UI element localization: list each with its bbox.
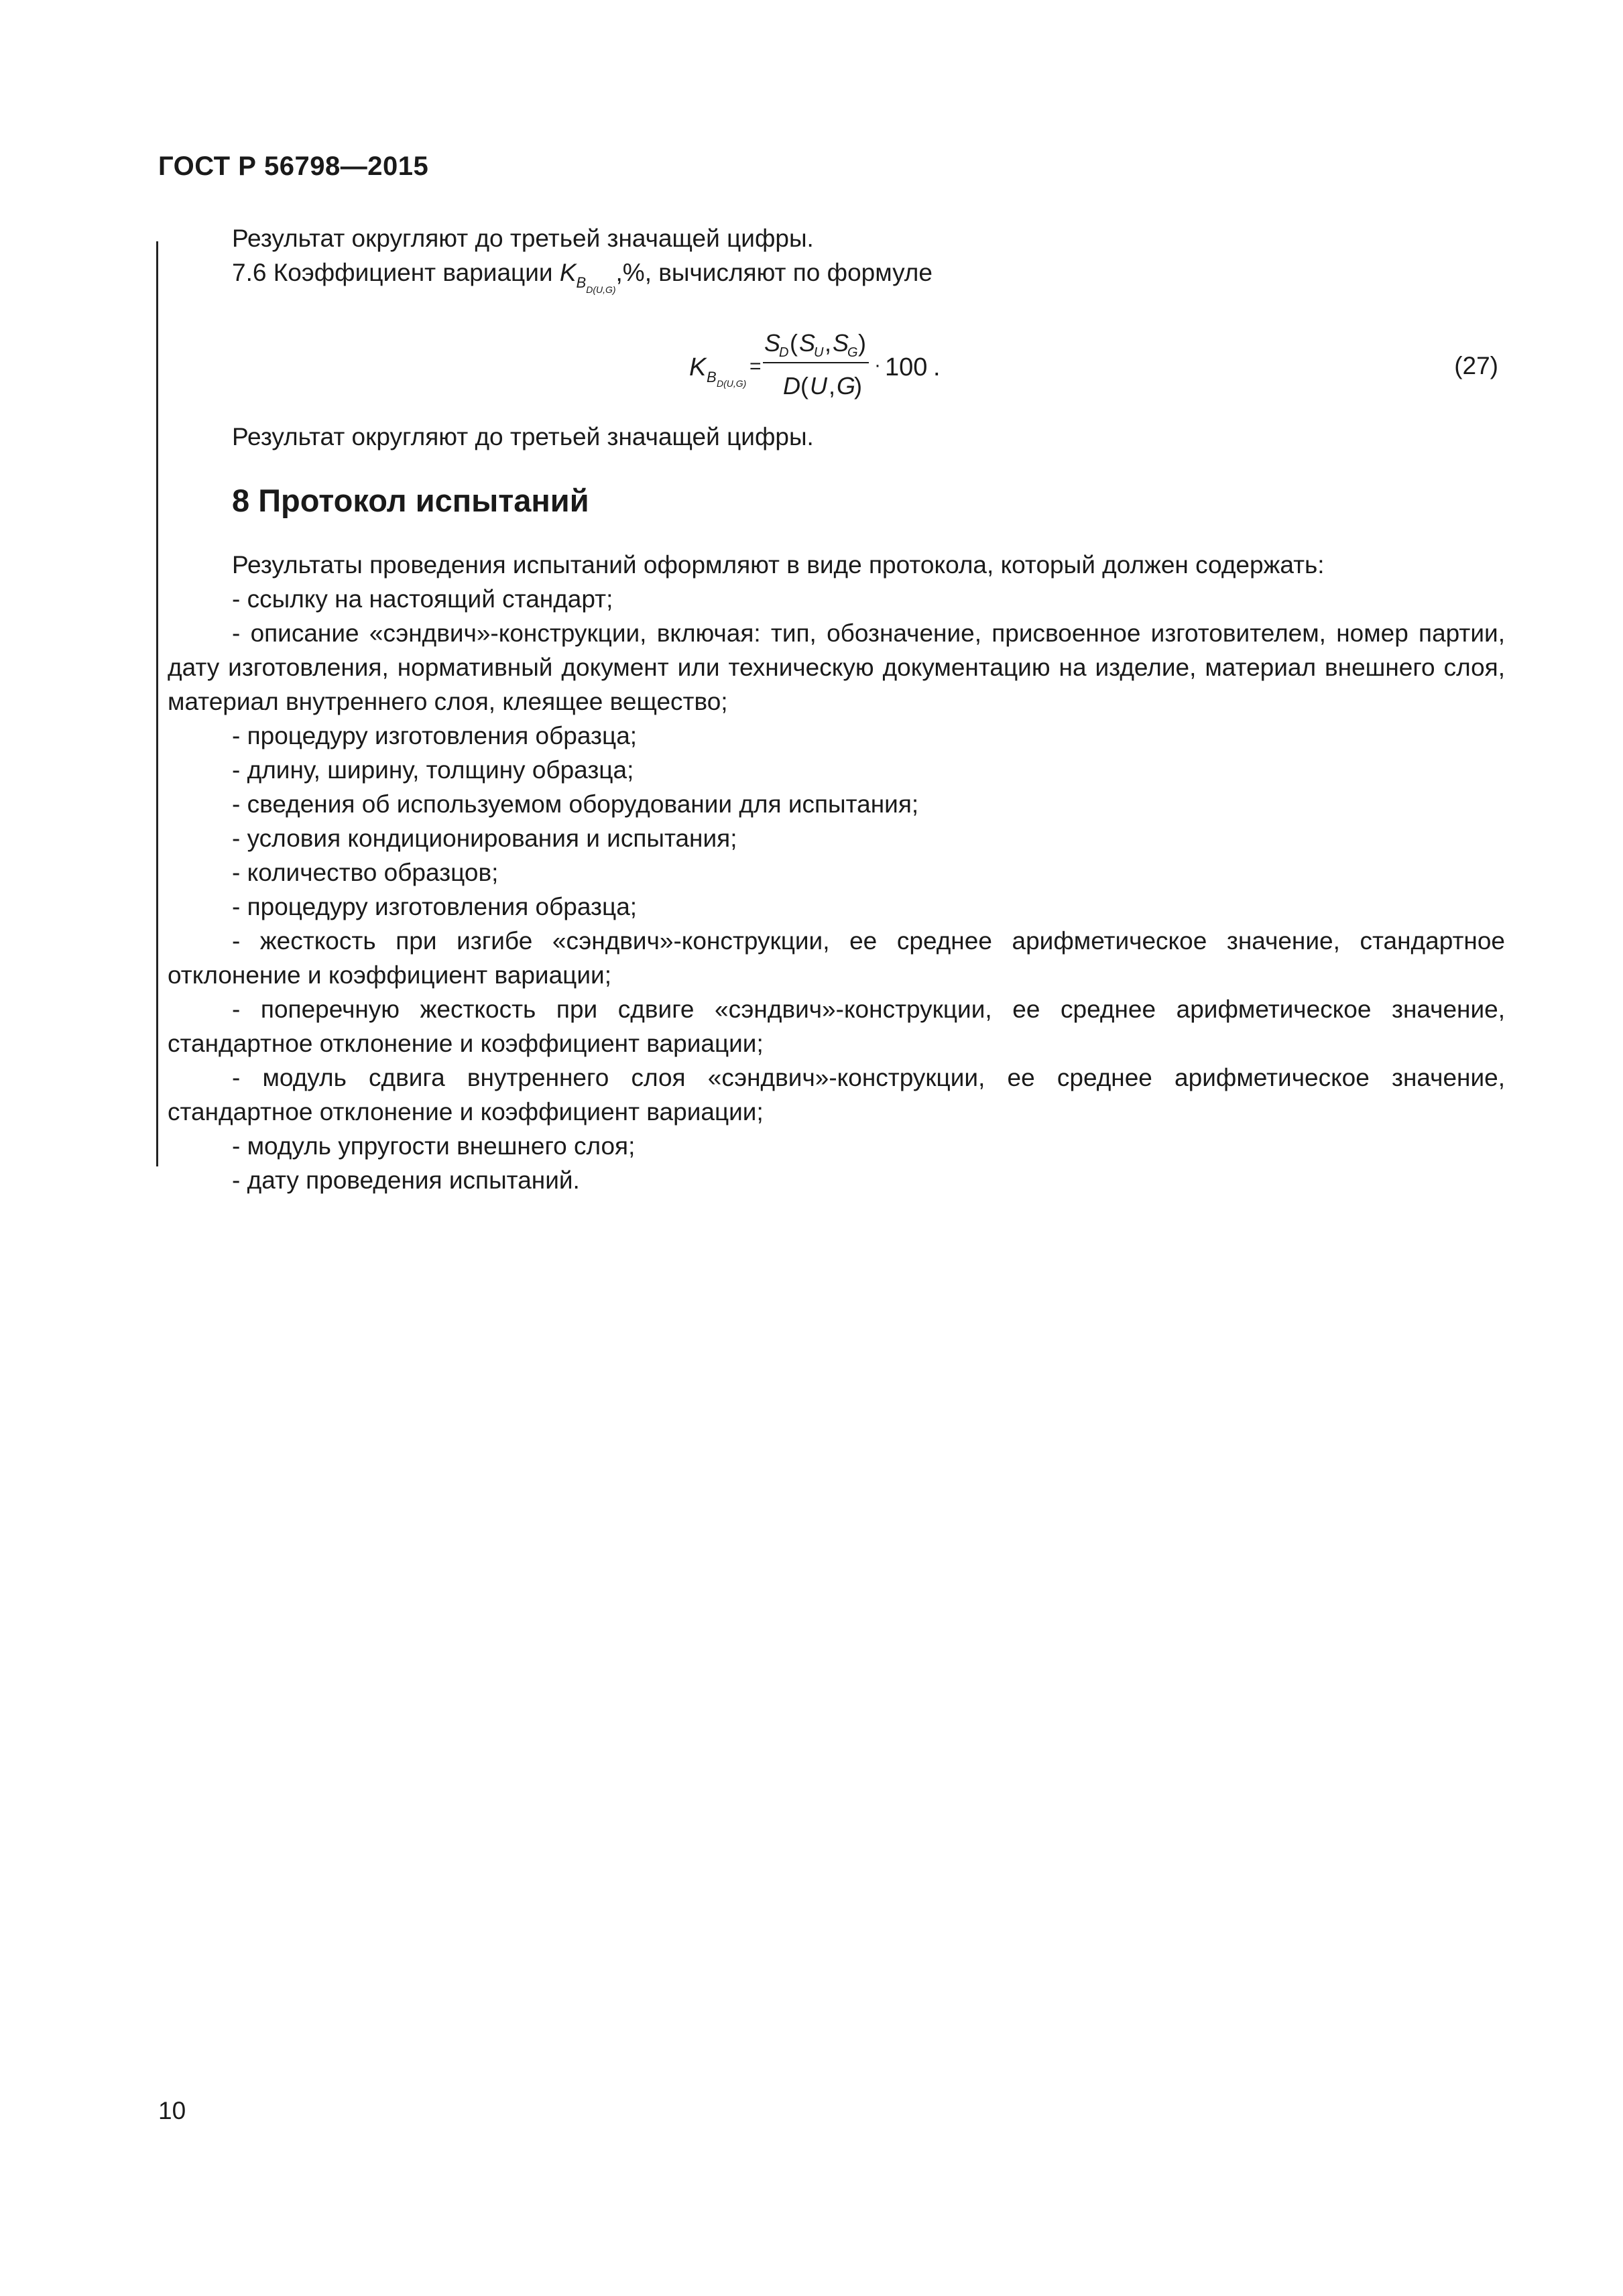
svg-text:.: .: [933, 353, 941, 381]
svg-text:100: 100: [885, 353, 928, 381]
svg-text:,: ,: [825, 329, 832, 357]
svg-text:D(U,G): D(U,G): [717, 378, 747, 389]
svg-text:G: G: [837, 372, 856, 400]
list-item: - условия кондиционирования и испытания;: [232, 825, 737, 852]
clause-7-6: [168, 255, 1505, 307]
svg-text:D: D: [783, 372, 800, 400]
svg-text:): ): [858, 329, 866, 357]
list-item: - ссылку на настоящий стандарт;: [232, 585, 613, 613]
svg-text:(: (: [800, 372, 808, 400]
list-item: - сведения об используемом оборудовании для испытания;: [232, 790, 919, 818]
list-item: - описание «сэндвич»-конструкции, включая: тип, обозначение, присвоенное изготовителем, номер партии, дату изготовления, нормативный документ или техническую документацию на изделие, материал внешнего слоя, материал внутреннего слоя, клеящее вещество;: [168, 619, 1505, 715]
formula-graphic: [689, 320, 1065, 414]
protocol-intro: Результаты проведения испытаний оформляют в виде протокола, который должен содержать:: [232, 551, 1325, 579]
svg-text:D: D: [779, 345, 789, 360]
formula-27: [168, 315, 1505, 420]
list-item: - модуль сдвига внутреннего слоя «сэндвич»-конструкции, ее среднее арифметическое значение, стандартное отклонение и коэффициент вариации;: [168, 1064, 1505, 1126]
svg-text:): ): [854, 372, 862, 400]
revision-bar: [156, 241, 158, 1166]
svg-text:U: U: [814, 345, 824, 360]
formula-number: (27): [1454, 352, 1498, 379]
list-item: - количество образцов;: [232, 859, 499, 886]
list-item: - модуль упругости внешнего слоя;: [232, 1132, 636, 1160]
variable-k: $K_{B_{D(U,G)}}$: [559, 259, 616, 295]
svg-text:S: S: [799, 329, 816, 357]
list-item: - длину, ширину, толщину образца;: [232, 756, 634, 784]
section-heading: 8 Протокол испытаний: [232, 483, 589, 518]
page-number: 10: [158, 2097, 186, 2124]
clause-suffix: ,%, вычисляют по формуле: [615, 259, 933, 286]
result-text-1: Результат округляют до третьей значащей цифры.: [232, 225, 814, 252]
document-header: ГОСТ Р 56798—2015: [158, 152, 429, 181]
list-item: - поперечную жесткость при сдвиге «сэндвич»-конструкции, ее среднее арифметическое значение, стандартное отклонение и коэффициент вариации;: [168, 995, 1505, 1057]
list-item: - жесткость при изгибе «сэндвич»-конструкции, ее среднее арифметическое значение, стандартное отклонение и коэффициент вариации;: [168, 927, 1505, 989]
clause-prefix: 7.6 Коэффициент вариации: [232, 259, 553, 286]
svg-text:=: =: [749, 355, 762, 377]
svg-text:U: U: [810, 372, 827, 400]
svg-text:G: G: [847, 345, 858, 360]
svg-text:S: S: [764, 329, 781, 357]
svg-text:·: ·: [874, 354, 881, 376]
list-item: - процедуру изготовления образца;: [232, 893, 638, 920]
svg-text:,: ,: [829, 372, 836, 400]
svg-text:K: K: [689, 353, 707, 381]
svg-text:B: B: [707, 369, 717, 385]
svg-text:S: S: [833, 329, 849, 357]
list-item: - дату проведения испытаний.: [232, 1166, 580, 1194]
list-item: - процедуру изготовления образца;: [232, 722, 638, 749]
svg-text:(: (: [790, 329, 798, 357]
page-content: [168, 221, 1505, 1197]
result-text-2: Результат округляют до третьей значащей цифры.: [232, 423, 814, 450]
